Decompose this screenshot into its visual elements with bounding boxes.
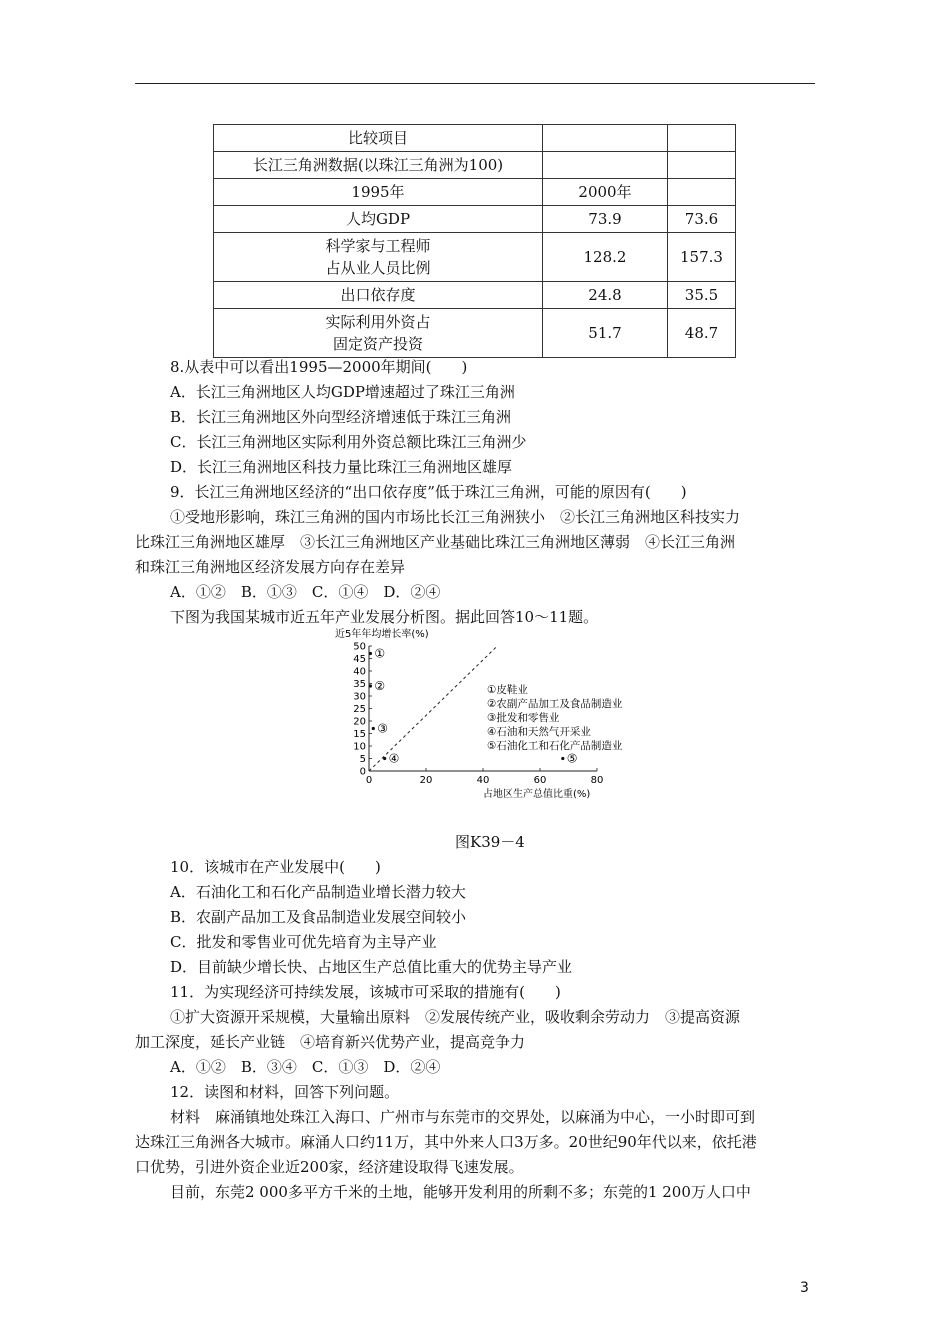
table-row-label: 出口依存度 [214, 282, 543, 309]
y-axis-label: 近5年年均增长率(%) [335, 629, 429, 640]
data-point [369, 652, 372, 655]
table-cell: 51.7 [543, 309, 668, 358]
table-header-item: 比较项目 [214, 125, 543, 152]
q8-option-a: A．长江三角洲地区人均GDP增速超过了珠江三角洲 [170, 383, 515, 401]
q8-stem: 8.从表中可以看出1995—2000年期间( ) [170, 358, 468, 376]
q11-line: ①扩大资源开采规模，大量输出原料 ②发展传统产业，吸收剩余劳动力 ③提高资源 [170, 1008, 741, 1026]
q10-option-d: D．目前缺少增长快、占地区生产总值比重大的优势主导产业 [170, 958, 573, 976]
table-row-label: 实际利用外资占 固定资产投资 [214, 309, 543, 358]
q8-option-d: D．长江三角洲地区科技力量比珠江三角洲地区雄厚 [170, 458, 513, 476]
table-cell: 24.8 [543, 282, 668, 309]
data-point [369, 684, 372, 687]
q11-options: A．①② B．③④ C．①③ D．②④ [170, 1058, 441, 1076]
q11-stem: 11．为实现经济可持续发展，该城市可采取的措施有( ) [170, 983, 561, 1001]
data-point-label: ③ [377, 721, 389, 736]
y-tick-label: 0 [359, 766, 366, 778]
y-tick-label: 10 [353, 741, 366, 753]
industry-scatter-chart [330, 625, 650, 810]
data-point-label: ⑤ [566, 751, 578, 766]
q8-option-c: C．长江三角洲地区实际利用外资总额比珠江三角洲少 [170, 433, 527, 451]
table-cell: 35.5 [668, 282, 736, 309]
table-row-label: 人均GDP [214, 206, 543, 233]
x-axis-label: 占地区生产总值比重(%) [483, 789, 591, 800]
x-tick-label: 80 [590, 775, 604, 786]
x-tick-label: 20 [419, 775, 433, 786]
table-cell: 128.2 [543, 233, 668, 282]
table-cell: 73.9 [543, 206, 668, 233]
figure-caption: 图K39－4 [455, 833, 525, 851]
data-point [561, 757, 564, 760]
q9-line: 和珠江三角洲地区经济发展方向存在差异 [135, 558, 406, 576]
table-cell: 48.7 [668, 309, 736, 358]
y-tick-label: 50 [353, 641, 366, 653]
table-cell: 73.6 [668, 206, 736, 233]
q12-material: 口优势，引进外资企业近200家，经济建设取得飞速发展。 [135, 1158, 524, 1176]
table-year-1995: 1995年 [214, 179, 543, 206]
q10-option-b: B．农副产品加工及食品制造业发展空间较小 [170, 908, 467, 926]
y-tick-label: 45 [353, 654, 366, 665]
y-tick-label: 25 [353, 704, 366, 715]
page-number: 3 [800, 1280, 809, 1296]
table-year-2000: 2000年 [543, 179, 668, 206]
legend-entry: ②农副产品加工及食品制造业 [487, 698, 623, 710]
x-tick-label: 60 [533, 775, 547, 786]
q10-option-a: A．石油化工和石化产品制造业增长潜力较大 [170, 883, 466, 901]
comparison-table [213, 124, 736, 358]
q12-stem: 12．读图和材料，回答下列问题。 [170, 1083, 400, 1101]
y-tick-label: 40 [353, 666, 366, 678]
q9-line: ①受地形影响，珠江三角洲的国内市场比长江三角洲狭小 ②长江三角洲地区科技实力 [170, 508, 741, 526]
data-point-label: ① [374, 646, 386, 661]
legend-entry: ④石油和天然气开采业 [487, 726, 591, 738]
x-tick-label: 40 [476, 775, 490, 786]
q12-material: 目前，东莞2 000多平方千米的土地，能够开发利用的所剩不多；东莞的1 200万人口中 [170, 1183, 751, 1201]
table-cell: 157.3 [668, 233, 736, 282]
q10-stem: 10．该城市在产业发展中( ) [170, 858, 381, 876]
legend-entry: ⑤石油化工和石化产品制造业 [487, 740, 623, 752]
q9-line: 比珠江三角洲地区雄厚 ③长江三角洲地区产业基础比珠江三角洲地区薄弱 ④长江三角洲 [135, 533, 736, 551]
y-tick-label: 20 [353, 716, 366, 728]
data-point-label: ④ [388, 751, 400, 766]
data-point [372, 727, 375, 730]
x-tick-label: 0 [365, 775, 373, 786]
y-tick-label: 35 [353, 679, 366, 690]
q11-line: 加工深度，延长产业链 ④培育新兴优势产业，提高竞争力 [135, 1033, 526, 1051]
q9-options: A．①② B．①③ C．①④ D．②④ [170, 583, 441, 601]
q10-option-c: C．批发和零售业可优先培育为主导产业 [170, 933, 437, 951]
header-rule [135, 83, 815, 84]
data-point [383, 757, 386, 760]
y-tick-label: 15 [353, 729, 366, 740]
q8-option-b: B．长江三角洲地区外向型经济增速低于珠江三角洲 [170, 408, 512, 426]
y-tick-label: 5 [359, 754, 366, 765]
legend-entry: ③批发和零售业 [487, 712, 560, 724]
q9-stem: 9．长江三角洲地区经济的“出口依存度”低于珠江三角洲，可能的原因有( ) [170, 483, 687, 501]
data-point-label: ② [374, 679, 386, 693]
y-tick-label: 30 [353, 691, 366, 703]
q12-material: 达珠江三角洲各大城市。麻涌人口约11万，其中外来人口3万多。20世纪90年代以来，依托港 [135, 1133, 757, 1151]
table-header-data: 长江三角洲数据(以珠江三角洲为100) [214, 152, 543, 179]
figure-intro: 下图为我国某城市近五年产业发展分析图。据此回答10～11题。 [170, 608, 599, 626]
legend-entry: ①皮鞋业 [487, 684, 528, 696]
q12-material: 材料 麻涌镇地处珠江入海口、广州市与东莞市的交界处，以麻涌为中心，一小时即可到 [170, 1108, 756, 1126]
table-row-label: 科学家与工程师 占从业人员比例 [214, 233, 543, 282]
